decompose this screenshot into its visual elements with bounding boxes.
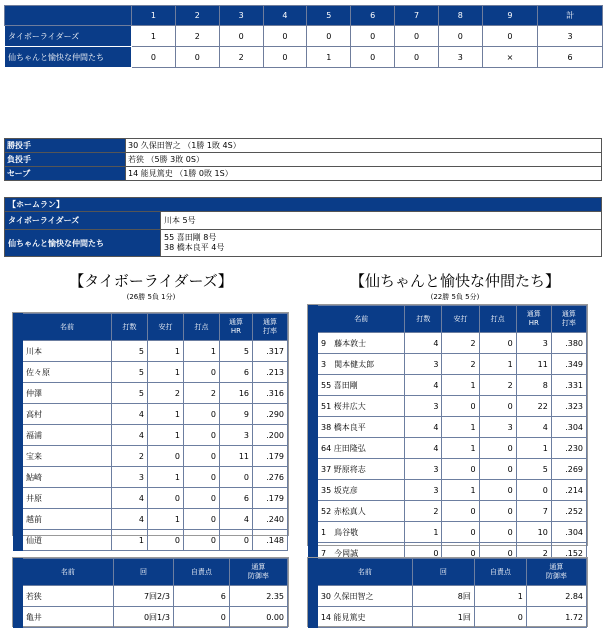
table-edge xyxy=(14,559,23,586)
inning-score: 0 xyxy=(395,26,439,47)
batter-name: 64 庄田隆弘 xyxy=(318,438,405,459)
pitching-summary-label: 勝投手 xyxy=(5,139,126,153)
pitching-column-header: 名前 xyxy=(317,559,412,586)
inning-score: 0 xyxy=(351,26,395,47)
batter-stat: 4 xyxy=(405,438,442,459)
batting-column-header: 名前 xyxy=(318,306,405,333)
batter-stat: 2 xyxy=(442,333,479,354)
table-edge xyxy=(14,530,23,551)
batter-stat: 2 xyxy=(405,501,442,522)
batter-stat: 11 xyxy=(516,354,551,375)
right-batting-box xyxy=(307,304,588,558)
table-edge xyxy=(309,501,318,522)
batter-stat: 1 xyxy=(148,509,184,530)
batter-name: 高村 xyxy=(23,404,112,425)
batter-stat: 8 xyxy=(516,375,551,396)
batter-stat: 5 xyxy=(516,459,551,480)
batter-stat: 0 xyxy=(148,488,184,509)
batter-stat: .323 xyxy=(551,396,586,417)
inning-score: 1 xyxy=(132,26,176,47)
batter-stat: 1 xyxy=(184,341,220,362)
pitching-summary-row xyxy=(5,153,602,167)
batter-name: 鮎崎 xyxy=(23,467,112,488)
inning-header: 9 xyxy=(482,6,537,26)
pitching-column-header: 回 xyxy=(412,559,474,586)
batter-stat: 4 xyxy=(112,488,148,509)
homerun-entry: 38 橋本良平 4号 xyxy=(164,243,225,252)
table-edge xyxy=(14,607,23,628)
batter-stat: 1 xyxy=(442,438,479,459)
batter-stat: 1 xyxy=(405,522,442,543)
left-team-record: (26勝 5負 1分) xyxy=(126,293,176,301)
batter-stat: .269 xyxy=(551,459,586,480)
batter-stat: 0 xyxy=(220,467,253,488)
inning-score: 0 xyxy=(395,47,439,68)
batter-name: 越前 xyxy=(23,509,112,530)
pitcher-stat: 1.72 xyxy=(526,607,586,628)
batter-stat: .179 xyxy=(253,446,288,467)
batter-stat: 6 xyxy=(220,362,253,383)
batter-stat: .349 xyxy=(551,354,586,375)
batter-stat: .290 xyxy=(253,404,288,425)
batter-stat: 1 xyxy=(148,425,184,446)
batter-stat: 4 xyxy=(405,417,442,438)
inning-header: 6 xyxy=(351,6,395,26)
inning-header: 計 xyxy=(538,6,603,26)
table-edge xyxy=(309,417,318,438)
batter-stat: 4 xyxy=(112,404,148,425)
left-batting-table xyxy=(13,313,288,551)
pitcher-stat: 1 xyxy=(474,586,526,607)
batter-name: 仲澤 xyxy=(23,383,112,404)
pitching-summary-value: 30 久保田智之 （1勝 1敗 4S） xyxy=(126,139,602,153)
batting-column-header: 名前 xyxy=(23,314,112,341)
inning-score: 3 xyxy=(538,26,603,47)
inning-header: 8 xyxy=(438,6,482,26)
batter-row xyxy=(309,522,587,543)
batter-row xyxy=(14,509,288,530)
batter-name: 37 野原将志 xyxy=(318,459,405,480)
batter-stat: 0 xyxy=(442,501,479,522)
table-edge xyxy=(14,586,23,607)
batter-row xyxy=(14,362,288,383)
left-team-title: 【タイボーライダーズ】 xyxy=(69,272,233,290)
batter-stat: 3 xyxy=(405,480,442,501)
batter-stat: 0 xyxy=(184,446,220,467)
batter-stat: 0 xyxy=(442,522,479,543)
inning-header: 2 xyxy=(175,6,219,26)
batter-stat: .200 xyxy=(253,425,288,446)
batter-stat: 0 xyxy=(405,543,442,564)
inning-score: 0 xyxy=(351,47,395,68)
batter-stat: 0 xyxy=(479,459,516,480)
scoreboard-header xyxy=(5,6,603,26)
batter-row xyxy=(14,467,288,488)
inning-score: 0 xyxy=(482,26,537,47)
batter-stat: 0 xyxy=(479,480,516,501)
inning-score: 0 xyxy=(263,26,307,47)
batter-stat: 0 xyxy=(442,396,479,417)
inning-header: 7 xyxy=(395,6,439,26)
batting-column-header: 安打 xyxy=(148,314,184,341)
batter-stat: 0 xyxy=(220,530,253,551)
batter-name: 35 坂克彦 xyxy=(318,480,405,501)
batter-name: 9 藤本敦士 xyxy=(318,333,405,354)
table-edge xyxy=(14,509,23,530)
homerun-header: 【ホームラン】 xyxy=(5,198,602,212)
batter-stat: 1 xyxy=(112,530,148,551)
batter-stat: 7 xyxy=(516,501,551,522)
pitching-column-header: 通算 防御率 xyxy=(229,559,287,586)
batting-header xyxy=(14,314,288,341)
batter-stat: 3 xyxy=(405,396,442,417)
batter-stat: 0 xyxy=(479,396,516,417)
pitcher-stat: 2.84 xyxy=(526,586,586,607)
batter-name: 宝来 xyxy=(23,446,112,467)
pitching-summary-row xyxy=(5,167,602,181)
table-edge xyxy=(14,341,23,362)
right-team-title: 【仙ちゃんと愉快な仲間たち】 xyxy=(349,272,560,290)
homerun-entry: 55 喜田剛 8号 xyxy=(164,233,217,242)
pitching-summary-label: セーブ xyxy=(5,167,126,181)
batter-stat: .152 xyxy=(551,543,586,564)
inning-score: 3 xyxy=(438,47,482,68)
pitcher-stat: 7回2/3 xyxy=(113,586,173,607)
batter-stat: 0 xyxy=(479,333,516,354)
scoreboard xyxy=(4,5,603,68)
pitcher-stat: 0.00 xyxy=(229,607,287,628)
batter-stat: 1 xyxy=(442,375,479,396)
batter-stat: 3 xyxy=(112,467,148,488)
batter-row xyxy=(309,333,587,354)
table-edge xyxy=(309,559,318,586)
batter-stat: 2 xyxy=(184,383,220,404)
table-edge xyxy=(309,522,318,543)
table-edge xyxy=(14,425,23,446)
batter-stat: .214 xyxy=(551,480,586,501)
batter-stat: 0 xyxy=(479,501,516,522)
table-edge xyxy=(309,333,318,354)
batter-stat: 1 xyxy=(148,362,184,383)
pitching-column-header: 名前 xyxy=(22,559,113,586)
pitcher-stat: 2.35 xyxy=(229,586,287,607)
batter-stat: 3 xyxy=(516,333,551,354)
pitcher-stat: 6 xyxy=(173,586,229,607)
batter-name: 井原 xyxy=(23,488,112,509)
batter-row xyxy=(309,438,587,459)
batting-column-header: 打点 xyxy=(479,306,516,333)
table-edge xyxy=(14,467,23,488)
batter-row xyxy=(309,480,587,501)
table-edge xyxy=(309,396,318,417)
pitcher-row xyxy=(309,607,587,628)
batter-stat: 2 xyxy=(479,375,516,396)
pitching-column-header: 通算 防御率 xyxy=(526,559,586,586)
left-pitching-table xyxy=(13,558,288,628)
pitching-column-header: 自責点 xyxy=(173,559,229,586)
table-edge xyxy=(14,446,23,467)
homerun-team: 仙ちゃんと愉快な仲間たち xyxy=(5,230,161,257)
table-edge xyxy=(14,404,23,425)
batter-name: 3 関本健太郎 xyxy=(318,354,405,375)
pitcher-name: 若狭 xyxy=(22,586,113,607)
inning-score: 6 xyxy=(538,47,603,68)
pitcher-row xyxy=(309,586,587,607)
batter-stat: 0 xyxy=(184,467,220,488)
batter-stat: 3 xyxy=(220,425,253,446)
batter-row xyxy=(14,425,288,446)
pitcher-stat: 1回 xyxy=(412,607,474,628)
batter-stat: 0 xyxy=(516,480,551,501)
batter-row xyxy=(14,488,288,509)
batting-column-header: 安打 xyxy=(442,306,479,333)
batter-row xyxy=(309,354,587,375)
batter-stat: 1 xyxy=(148,467,184,488)
batter-stat: 22 xyxy=(516,396,551,417)
inning-header: 5 xyxy=(307,6,351,26)
batter-name: 佐々原 xyxy=(23,362,112,383)
batter-stat: .331 xyxy=(551,375,586,396)
batting-column-header: 打数 xyxy=(405,306,442,333)
inning-score: 2 xyxy=(175,26,219,47)
table-edge xyxy=(309,586,318,607)
batter-stat: 0 xyxy=(442,543,479,564)
batter-stat: 0 xyxy=(184,509,220,530)
batter-stat: 5 xyxy=(112,341,148,362)
table-edge xyxy=(309,375,318,396)
batter-stat: 1 xyxy=(442,417,479,438)
batter-stat: 0 xyxy=(148,530,184,551)
batter-row xyxy=(309,375,587,396)
inning-score: 0 xyxy=(219,26,263,47)
batter-name: 1 鳥谷敬 xyxy=(318,522,405,543)
table-edge xyxy=(309,459,318,480)
batter-stat: .304 xyxy=(551,417,586,438)
batter-stat: 0 xyxy=(184,425,220,446)
scoreboard-team: タイボーライダーズ xyxy=(5,26,132,47)
pitching-header xyxy=(14,559,288,586)
right-pitching-table xyxy=(308,558,587,628)
batter-stat: 1 xyxy=(516,438,551,459)
batter-stat: .316 xyxy=(253,383,288,404)
table-edge xyxy=(14,383,23,404)
pitcher-stat: 0 xyxy=(173,607,229,628)
inning-header: 1 xyxy=(132,6,176,26)
left-pitching-box xyxy=(12,557,289,627)
inning-score: 0 xyxy=(307,26,351,47)
batter-row xyxy=(14,341,288,362)
right-team-record: (22勝 5負 5分) xyxy=(430,293,480,301)
batter-row xyxy=(14,446,288,467)
batting-column-header: 通算 HR xyxy=(516,306,551,333)
batter-stat: 0 xyxy=(184,488,220,509)
batter-stat: 3 xyxy=(405,459,442,480)
batter-stat: .276 xyxy=(253,467,288,488)
inning-header: 4 xyxy=(263,6,307,26)
batter-stat: .230 xyxy=(551,438,586,459)
batter-stat: 16 xyxy=(220,383,253,404)
batter-stat: 5 xyxy=(220,341,253,362)
batter-stat: 11 xyxy=(220,446,253,467)
right-batting-table xyxy=(308,305,587,564)
pitching-summary-row xyxy=(5,139,602,153)
batter-stat: 0 xyxy=(184,362,220,383)
batter-stat: .317 xyxy=(253,341,288,362)
batter-row xyxy=(309,396,587,417)
batter-stat: .380 xyxy=(551,333,586,354)
inning-score: 0 xyxy=(263,47,307,68)
batter-name: 仙道 xyxy=(23,530,112,551)
pitching-header xyxy=(309,559,587,586)
inning-score: 0 xyxy=(438,26,482,47)
batter-stat: 3 xyxy=(405,354,442,375)
batter-stat: 0 xyxy=(479,522,516,543)
batter-stat: 3 xyxy=(479,417,516,438)
scoreboard-team: 仙ちゃんと愉快な仲間たち xyxy=(5,47,132,68)
inning-score: 1 xyxy=(307,47,351,68)
homerun-table xyxy=(4,197,602,257)
pitching-column-header: 回 xyxy=(113,559,173,586)
pitcher-stat: 0 xyxy=(474,607,526,628)
batter-row xyxy=(14,530,288,551)
batting-column-header: 通算 HR xyxy=(220,314,253,341)
table-edge xyxy=(14,362,23,383)
pitching-column-header: 自責点 xyxy=(474,559,526,586)
batter-stat: 5 xyxy=(112,362,148,383)
pitcher-row xyxy=(14,607,288,628)
homerun-list xyxy=(161,230,602,257)
pitching-summary-value: 14 能見篤史 （1勝 0敗 1S） xyxy=(126,167,602,181)
batter-stat: 4 xyxy=(405,333,442,354)
batter-stat: 0 xyxy=(479,543,516,564)
batter-name: 55 喜田剛 xyxy=(318,375,405,396)
homerun-entry: 川本 5号 xyxy=(164,216,196,225)
batter-stat: .304 xyxy=(551,522,586,543)
pitching-summary xyxy=(4,138,602,181)
table-edge xyxy=(309,480,318,501)
scoreboard-row xyxy=(5,26,603,47)
batter-stat: 4 xyxy=(112,509,148,530)
batter-row xyxy=(309,501,587,522)
batter-stat: 4 xyxy=(112,425,148,446)
pitcher-row xyxy=(14,586,288,607)
batter-stat: 4 xyxy=(220,509,253,530)
batter-row xyxy=(309,417,587,438)
batter-stat: .179 xyxy=(253,488,288,509)
batter-stat: 0 xyxy=(148,446,184,467)
batting-column-header: 打数 xyxy=(112,314,148,341)
batter-name: 52 赤松真人 xyxy=(318,501,405,522)
pitcher-stat: 0回1/3 xyxy=(113,607,173,628)
batter-stat: 6 xyxy=(220,488,253,509)
table-edge xyxy=(309,354,318,375)
pitcher-name: 亀井 xyxy=(22,607,113,628)
batter-row xyxy=(14,383,288,404)
batting-column-header: 通算 打率 xyxy=(551,306,586,333)
table-edge xyxy=(14,488,23,509)
batter-name: 福浦 xyxy=(23,425,112,446)
batter-stat: .252 xyxy=(551,501,586,522)
batter-name: 38 橋本良平 xyxy=(318,417,405,438)
batting-header xyxy=(309,306,587,333)
homerun-list xyxy=(161,212,602,230)
batting-column-header: 通算 打率 xyxy=(253,314,288,341)
right-pitching-box xyxy=(307,557,588,627)
pitching-summary-label: 負投手 xyxy=(5,153,126,167)
batter-stat: 1 xyxy=(148,341,184,362)
batter-row xyxy=(14,404,288,425)
pitcher-name: 14 能見篤史 xyxy=(317,607,412,628)
batter-stat: 5 xyxy=(112,383,148,404)
batter-stat: 0 xyxy=(184,530,220,551)
batter-stat: 2 xyxy=(112,446,148,467)
batter-stat: 2 xyxy=(148,383,184,404)
pitcher-stat: 8回 xyxy=(412,586,474,607)
inning-score: × xyxy=(482,47,537,68)
batter-stat: 4 xyxy=(516,417,551,438)
scoreboard-corner xyxy=(5,6,132,26)
batter-stat: 1 xyxy=(442,480,479,501)
scoreboard-row xyxy=(5,47,603,68)
batter-name: 川本 xyxy=(23,341,112,362)
pitcher-name: 30 久保田智之 xyxy=(317,586,412,607)
batter-stat: 2 xyxy=(442,354,479,375)
left-batting-box xyxy=(12,312,289,545)
batter-stat: 10 xyxy=(516,522,551,543)
table-edge xyxy=(309,306,318,333)
batter-stat: 0 xyxy=(479,438,516,459)
homerun-team: タイボーライダーズ xyxy=(5,212,161,230)
batter-stat: .240 xyxy=(253,509,288,530)
batting-column-header: 打点 xyxy=(184,314,220,341)
batter-stat: 2 xyxy=(516,543,551,564)
batter-name: 7 今岡誠 xyxy=(318,543,405,564)
inning-score: 0 xyxy=(175,47,219,68)
table-edge xyxy=(309,438,318,459)
batter-stat: 1 xyxy=(479,354,516,375)
inning-score: 0 xyxy=(132,47,176,68)
batter-stat: 0 xyxy=(442,459,479,480)
batter-name: 51 桜井広大 xyxy=(318,396,405,417)
inning-header: 3 xyxy=(219,6,263,26)
pitching-summary-value: 若狭 （5勝 3敗 0S） xyxy=(126,153,602,167)
table-edge xyxy=(14,314,23,341)
batter-stat: .148 xyxy=(253,530,288,551)
batter-stat: 9 xyxy=(220,404,253,425)
batter-row xyxy=(309,459,587,480)
table-edge xyxy=(309,607,318,628)
batter-stat: 1 xyxy=(148,404,184,425)
batter-stat: .213 xyxy=(253,362,288,383)
batter-stat: 4 xyxy=(405,375,442,396)
batter-stat: 0 xyxy=(184,404,220,425)
inning-score: 2 xyxy=(219,47,263,68)
